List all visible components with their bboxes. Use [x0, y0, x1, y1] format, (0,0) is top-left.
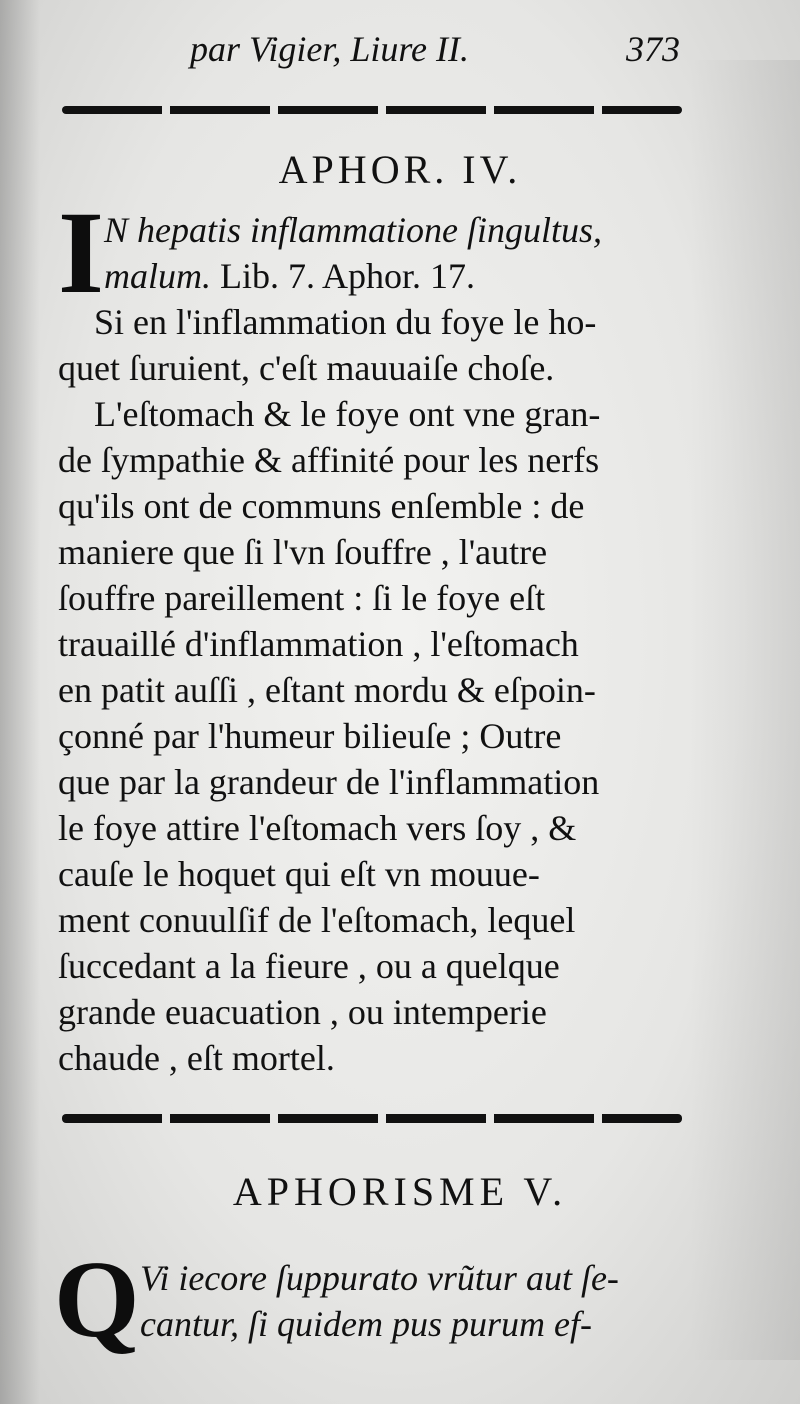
body-line: chaude , eſt mortel.: [58, 1038, 335, 1078]
body-line: ſouffre pareillement : ſi le foye eſt: [58, 578, 546, 618]
body-line: cauſe le hoquet qui eſt vn mouue-: [58, 854, 540, 894]
aphor-iv-latin-line-1: N hepatis inflammatione ſingultus,: [104, 210, 603, 250]
body-line: le foye attire l'eſtomach vers ſoy , &: [58, 808, 577, 848]
aphor-v-latin-line-1: Vi iecore ſuppurato vrũtur aut ſe-: [140, 1258, 619, 1298]
body-line: Si en l'inflammation du foye le ho-: [94, 302, 597, 342]
body-line: de ſympathie & affinité pour les nerfs: [58, 440, 600, 480]
aphor-v-latin-line-2: cantur, ſi quidem pus purum ef-: [140, 1304, 592, 1344]
body-line: qu'ils ont de communs enſemble : de: [58, 486, 585, 526]
latin-malum: malum.: [104, 256, 211, 296]
body-line: quet ſuruient, c'eſt mauuaiſe choſe.: [58, 348, 555, 388]
aphor-iv-latin-line-2: [104, 256, 475, 296]
drop-cap-q: Q: [54, 1238, 140, 1360]
body-line: grande euacuation , ou intemperie: [58, 992, 547, 1032]
running-title: par Vigier, Liure II.: [190, 29, 469, 69]
body-line: çonné par l'humeur bilieuſe ; Outre: [58, 716, 562, 756]
body-line: ment conuulſif de l'eſtomach, lequel: [58, 900, 576, 940]
middle-ornamental-rule: [62, 1114, 682, 1123]
body-line: en patit auſſi , eſtant mordu & eſpoin-: [58, 670, 596, 710]
body-line: ſuccedant a la fieure , ou a quelque: [58, 946, 560, 986]
drop-cap-i: I: [58, 187, 104, 318]
body-line: L'eſtomach & le foye ont vne gran-: [94, 394, 601, 434]
body-line: trauaillé d'inflammation , l'eſtomach: [58, 624, 579, 664]
body-line: que par la grandeur de l'inflammation: [58, 762, 600, 802]
body-line: maniere que ſi l'vn ſouffre , l'autre: [58, 532, 548, 572]
aphor-v-heading: APHORISME V.: [232, 1169, 568, 1214]
aphor-iv-heading: APHOR. IV.: [278, 147, 522, 192]
latin-reference: Lib. 7. Aphor. 17.: [211, 256, 476, 296]
page-number: 373: [626, 29, 680, 69]
